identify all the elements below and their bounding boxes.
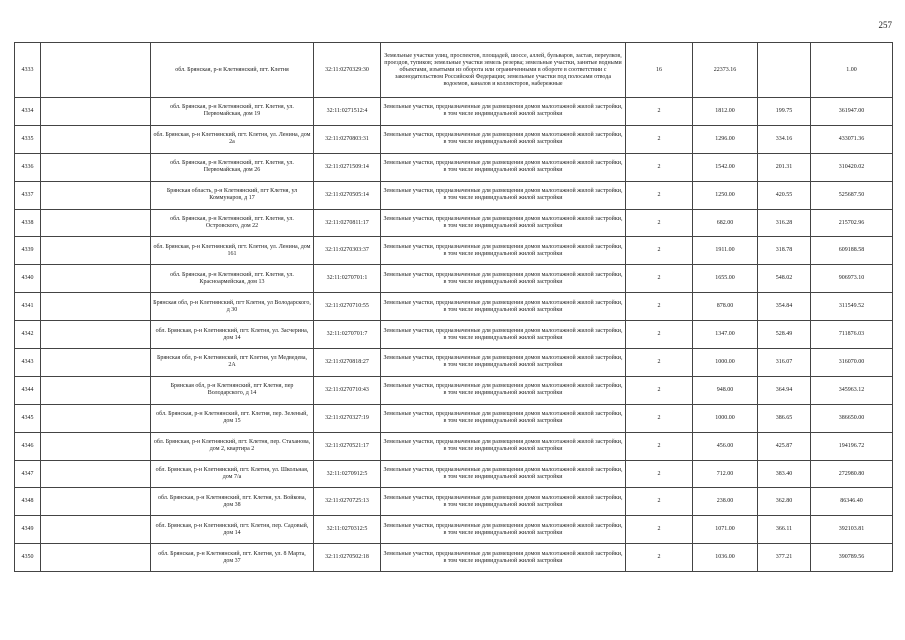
table-row [15, 460, 893, 488]
address-cell: обл. Брянская, р-н Клетнянский, пгт. Клетня, ул. Островского, дом 22 [151, 209, 314, 237]
group-number-cell: 2 [626, 153, 693, 181]
address-cell: обл. Брянская, р-н Клетнянский, пгт. Клетня, пер. Стаханова, дом 2, квартира 2 [151, 432, 314, 460]
cadastral-number-cell: 32:11:0270303:37 [314, 237, 381, 265]
cadastral-number-cell: 32:11:0270701:7 [314, 321, 381, 349]
address-cell: обл. Брянская, р-н Клетнянский, пгт. Клетня, ул. Красноармейская, дом 13 [151, 265, 314, 293]
cadastral-value-cell: 386650.00 [811, 404, 893, 432]
group-number-cell: 2 [626, 321, 693, 349]
area-cell: 1036.00 [693, 544, 758, 572]
cadastral-number-cell: 32:11:0270725:13 [314, 488, 381, 516]
specific-value-cell [758, 43, 811, 98]
specific-value-cell: 425.87 [758, 432, 811, 460]
table-row [15, 125, 893, 153]
table-row [15, 321, 893, 349]
address-cell: обл. Брянская, р-н Клетнянский, пгт. Клетня, пер. Зеленый, дом 15 [151, 404, 314, 432]
specific-value-cell: 201.31 [758, 153, 811, 181]
specific-value-cell: 366.11 [758, 516, 811, 544]
cadastral-value-cell: 215702.96 [811, 209, 893, 237]
land-use-description-cell: Земельные участки, предназначенные для размещения домов малоэтажной жилой застройки, в том числе индивидуальной жилой застройки [381, 404, 626, 432]
area-cell: 22373.16 [693, 43, 758, 98]
cadastral-value-cell: 272980.80 [811, 460, 893, 488]
cadastral-number-cell: 32:11:0270710:43 [314, 376, 381, 404]
land-use-description-cell: Земельные участки, предназначенные для размещения домов малоэтажной жилой застройки, в том числе индивидуальной жилой застройки [381, 209, 626, 237]
empty-cell [41, 43, 151, 98]
empty-cell [41, 544, 151, 572]
address-cell: обл. Брянская, р-н Клетнянский, пгт. Клетня, ул. Войкова, дом 38 [151, 488, 314, 516]
area-cell: 238.00 [693, 488, 758, 516]
cadastral-value-cell: 711876.03 [811, 321, 893, 349]
empty-cell [41, 488, 151, 516]
area-cell: 1812.00 [693, 98, 758, 126]
cadastral-value-cell: 906973.10 [811, 265, 893, 293]
table-row [15, 293, 893, 321]
cadastral-number-cell: 32:11:0270912:5 [314, 460, 381, 488]
group-number-cell: 2 [626, 432, 693, 460]
cadastral-number-cell: 32:11:0270701:1 [314, 265, 381, 293]
table-row [15, 98, 893, 126]
row-number: 4338 [15, 209, 41, 237]
table-row [15, 488, 893, 516]
table-row [15, 209, 893, 237]
specific-value-cell: 354.84 [758, 293, 811, 321]
land-registry-table [14, 42, 893, 572]
group-number-cell: 2 [626, 404, 693, 432]
page-number: 257 [878, 20, 892, 30]
area-cell: 1347.00 [693, 321, 758, 349]
specific-value-cell: 362.80 [758, 488, 811, 516]
address-cell: обл. Брянская, р-н Клетнянский, пгт. Клетня, ул. Школьная, дом 7/а [151, 460, 314, 488]
row-number: 4340 [15, 265, 41, 293]
cadastral-value-cell: 433071.36 [811, 125, 893, 153]
specific-value-cell: 420.55 [758, 181, 811, 209]
cadastral-value-cell: 361947.00 [811, 98, 893, 126]
group-number-cell: 2 [626, 488, 693, 516]
cadastral-number-cell: 32:11:0270710:55 [314, 293, 381, 321]
table-row [15, 349, 893, 377]
cadastral-number-cell: 32:11:0271512:4 [314, 98, 381, 126]
area-cell: 878.00 [693, 293, 758, 321]
row-number: 4339 [15, 237, 41, 265]
empty-cell [41, 516, 151, 544]
address-cell: обл. Брянская, р-н Клетнянский, пгт. Клетня, ул. Первомайская, дом 26 [151, 153, 314, 181]
empty-cell [41, 153, 151, 181]
row-number: 4345 [15, 404, 41, 432]
group-number-cell: 16 [626, 43, 693, 98]
empty-cell [41, 125, 151, 153]
land-use-description-cell: Земельные участки, предназначенные для размещения домов малоэтажной жилой застройки, в том числе индивидуальной жилой застройки [381, 488, 626, 516]
empty-cell [41, 293, 151, 321]
group-number-cell: 2 [626, 125, 693, 153]
empty-cell [41, 432, 151, 460]
cadastral-value-cell: 390789.56 [811, 544, 893, 572]
table-row [15, 181, 893, 209]
row-number: 4348 [15, 488, 41, 516]
land-use-description-cell: Земельные участки, предназначенные для размещения домов малоэтажной жилой застройки, в том числе индивидуальной жилой застройки [381, 544, 626, 572]
address-cell: обл. Брянская, р-н Клетнянский, пгт. Клетня, ул. Ленина, дом 161 [151, 237, 314, 265]
group-number-cell: 2 [626, 544, 693, 572]
address-cell: обл. Брянская, р-н Клетнянский, пгт. Клетня, пер. Садовый, дом 14 [151, 516, 314, 544]
land-use-description-cell: Земельные участки, предназначенные для размещения домов малоэтажной жилой застройки, в том числе индивидуальной жилой застройки [381, 376, 626, 404]
row-number: 4334 [15, 98, 41, 126]
land-use-description-cell: Земельные участки, предназначенные для размещения домов малоэтажной жилой застройки, в том числе индивидуальной жилой застройки [381, 181, 626, 209]
empty-cell [41, 321, 151, 349]
table-row [15, 43, 893, 98]
empty-cell [41, 98, 151, 126]
empty-cell [41, 265, 151, 293]
cadastral-value-cell: 609188.58 [811, 237, 893, 265]
specific-value-cell: 383.40 [758, 460, 811, 488]
table-row [15, 237, 893, 265]
specific-value-cell: 528.49 [758, 321, 811, 349]
table-row [15, 544, 893, 572]
row-number: 4337 [15, 181, 41, 209]
row-number: 4344 [15, 376, 41, 404]
land-use-description-cell: Земельные участки, предназначенные для размещения домов малоэтажной жилой застройки, в том числе индивидуальной жилой застройки [381, 265, 626, 293]
table-row [15, 265, 893, 293]
specific-value-cell: 386.65 [758, 404, 811, 432]
cadastral-value-cell: 311549.52 [811, 293, 893, 321]
group-number-cell: 2 [626, 349, 693, 377]
land-use-description-cell: Земельные участки, предназначенные для размещения домов малоэтажной жилой застройки, в том числе индивидуальной жилой застройки [381, 432, 626, 460]
cadastral-number-cell: 32:11:0271509:14 [314, 153, 381, 181]
group-number-cell: 2 [626, 265, 693, 293]
cadastral-number-cell: 32:11:0270327:19 [314, 404, 381, 432]
registry-body [15, 43, 893, 572]
land-use-description-cell: Земельные участки, предназначенные для размещения домов малоэтажной жилой застройки, в том числе индивидуальной жилой застройки [381, 349, 626, 377]
group-number-cell: 2 [626, 98, 693, 126]
land-use-description-cell: Земельные участки, предназначенные для размещения домов малоэтажной жилой застройки, в том числе индивидуальной жилой застройки [381, 293, 626, 321]
area-cell: 1655.00 [693, 265, 758, 293]
address-cell: Брянская обл, р-н Клетнянский, пгт Клетня, ул Володарского, д 30 [151, 293, 314, 321]
cadastral-number-cell: 32:11:0270811:17 [314, 209, 381, 237]
specific-value-cell: 318.78 [758, 237, 811, 265]
table-row [15, 432, 893, 460]
empty-cell [41, 209, 151, 237]
address-cell: Брянская область, р-н Клетнянский, пгт Клетня, ул Коммунаров, д 17 [151, 181, 314, 209]
table-row [15, 153, 893, 181]
empty-cell [41, 349, 151, 377]
land-use-description-cell: Земельные участки, предназначенные для размещения домов малоэтажной жилой застройки, в том числе индивидуальной жилой застройки [381, 460, 626, 488]
specific-value-cell: 316.07 [758, 349, 811, 377]
land-use-description-cell: Земельные участки, предназначенные для размещения домов малоэтажной жилой застройки, в том числе индивидуальной жилой застройки [381, 153, 626, 181]
cadastral-value-cell: 316070.00 [811, 349, 893, 377]
cadastral-value-cell: 310420.02 [811, 153, 893, 181]
cadastral-value-cell: 525687.50 [811, 181, 893, 209]
area-cell: 1911.00 [693, 237, 758, 265]
area-cell: 682.00 [693, 209, 758, 237]
empty-cell [41, 376, 151, 404]
row-number: 4347 [15, 460, 41, 488]
row-number: 4346 [15, 432, 41, 460]
group-number-cell: 2 [626, 460, 693, 488]
area-cell: 1000.00 [693, 349, 758, 377]
cadastral-number-cell: 32:11:0270818:27 [314, 349, 381, 377]
land-use-description-cell: Земельные участки, предназначенные для размещения домов малоэтажной жилой застройки, в том числе индивидуальной жилой застройки [381, 125, 626, 153]
address-cell: обл. Брянская, р-н Клетнянский, пгт. Клетня, ул. Первомайская, дом 19 [151, 98, 314, 126]
area-cell: 1071.00 [693, 516, 758, 544]
specific-value-cell: 548.02 [758, 265, 811, 293]
cadastral-number-cell: 32:11:0270329:30 [314, 43, 381, 98]
land-use-description-cell: Земельные участки, предназначенные для размещения домов малоэтажной жилой застройки, в том числе индивидуальной жилой застройки [381, 516, 626, 544]
cadastral-number-cell: 32:11:0270803:31 [314, 125, 381, 153]
cadastral-number-cell: 32:11:0270312:5 [314, 516, 381, 544]
row-number: 4341 [15, 293, 41, 321]
group-number-cell: 2 [626, 516, 693, 544]
cadastral-value-cell: 194196.72 [811, 432, 893, 460]
row-number: 4342 [15, 321, 41, 349]
specific-value-cell: 199.75 [758, 98, 811, 126]
empty-cell [41, 460, 151, 488]
table-row [15, 376, 893, 404]
row-number: 4350 [15, 544, 41, 572]
cadastral-number-cell: 32:11:0270505:14 [314, 181, 381, 209]
empty-cell [41, 404, 151, 432]
row-number: 4333 [15, 43, 41, 98]
group-number-cell: 2 [626, 181, 693, 209]
area-cell: 948.00 [693, 376, 758, 404]
specific-value-cell: 364.94 [758, 376, 811, 404]
address-cell: Брянская обл, р-н Клетнянский, пгт Клетня, ул Медведева, 2А [151, 349, 314, 377]
area-cell: 712.00 [693, 460, 758, 488]
cadastral-value-cell: 86346.40 [811, 488, 893, 516]
address-cell: обл. Брянская, р-н Клетнянский, пгт. Клетня [151, 43, 314, 98]
group-number-cell: 2 [626, 376, 693, 404]
specific-value-cell: 334.16 [758, 125, 811, 153]
cadastral-value-cell: 1.00 [811, 43, 893, 98]
row-number: 4349 [15, 516, 41, 544]
address-cell: обл. Брянская, р-н Клетнянский, пгт. Клетня, ул. 8 Марта, дом 37 [151, 544, 314, 572]
cadastral-number-cell: 32:11:0270502:18 [314, 544, 381, 572]
cadastral-value-cell: 392103.81 [811, 516, 893, 544]
area-cell: 1250.00 [693, 181, 758, 209]
empty-cell [41, 237, 151, 265]
row-number: 4335 [15, 125, 41, 153]
cadastral-number-cell: 32:11:0270521:17 [314, 432, 381, 460]
address-cell: обл. Брянская, р-н Клетнянский, пгт. Клетня, ул. Засчерина, дом 14 [151, 321, 314, 349]
group-number-cell: 2 [626, 293, 693, 321]
area-cell: 456.00 [693, 432, 758, 460]
cadastral-value-cell: 345963.12 [811, 376, 893, 404]
area-cell: 1296.00 [693, 125, 758, 153]
address-cell: обл. Брянская, р-н Клетнянский, пгт. Клетня, ул. Ленина, дом 2а [151, 125, 314, 153]
table-row [15, 404, 893, 432]
land-use-description-cell: Земельные участки, предназначенные для размещения домов малоэтажной жилой застройки, в том числе индивидуальной жилой застройки [381, 237, 626, 265]
land-use-description-cell: Земельные участки, предназначенные для размещения домов малоэтажной жилой застройки, в том числе индивидуальной жилой застройки [381, 98, 626, 126]
group-number-cell: 2 [626, 209, 693, 237]
empty-cell [41, 181, 151, 209]
land-use-description-cell: Земельные участки улиц, проспектов, площадей, шоссе, аллей, бульваров, застав, переулков, проездов, тупиков; земельные участки земель резерва; земельные участки, занятые водными объектами, изъятыми из оборота или ограниченными в обороте в соответствии с законодательством Российской Федерации; земельные участки под полосами отвода водоемов, каналов и коллекторов, набережные [381, 43, 626, 98]
table-row [15, 516, 893, 544]
area-cell: 1000.00 [693, 404, 758, 432]
group-number-cell: 2 [626, 237, 693, 265]
land-use-description-cell: Земельные участки, предназначенные для размещения домов малоэтажной жилой застройки, в том числе индивидуальной жилой застройки [381, 321, 626, 349]
address-cell: Брянская обл, р-н Клетнянский, пгт Клетня, пер Володарского, д 14 [151, 376, 314, 404]
area-cell: 1542.00 [693, 153, 758, 181]
row-number: 4343 [15, 349, 41, 377]
row-number: 4336 [15, 153, 41, 181]
specific-value-cell: 316.28 [758, 209, 811, 237]
specific-value-cell: 377.21 [758, 544, 811, 572]
